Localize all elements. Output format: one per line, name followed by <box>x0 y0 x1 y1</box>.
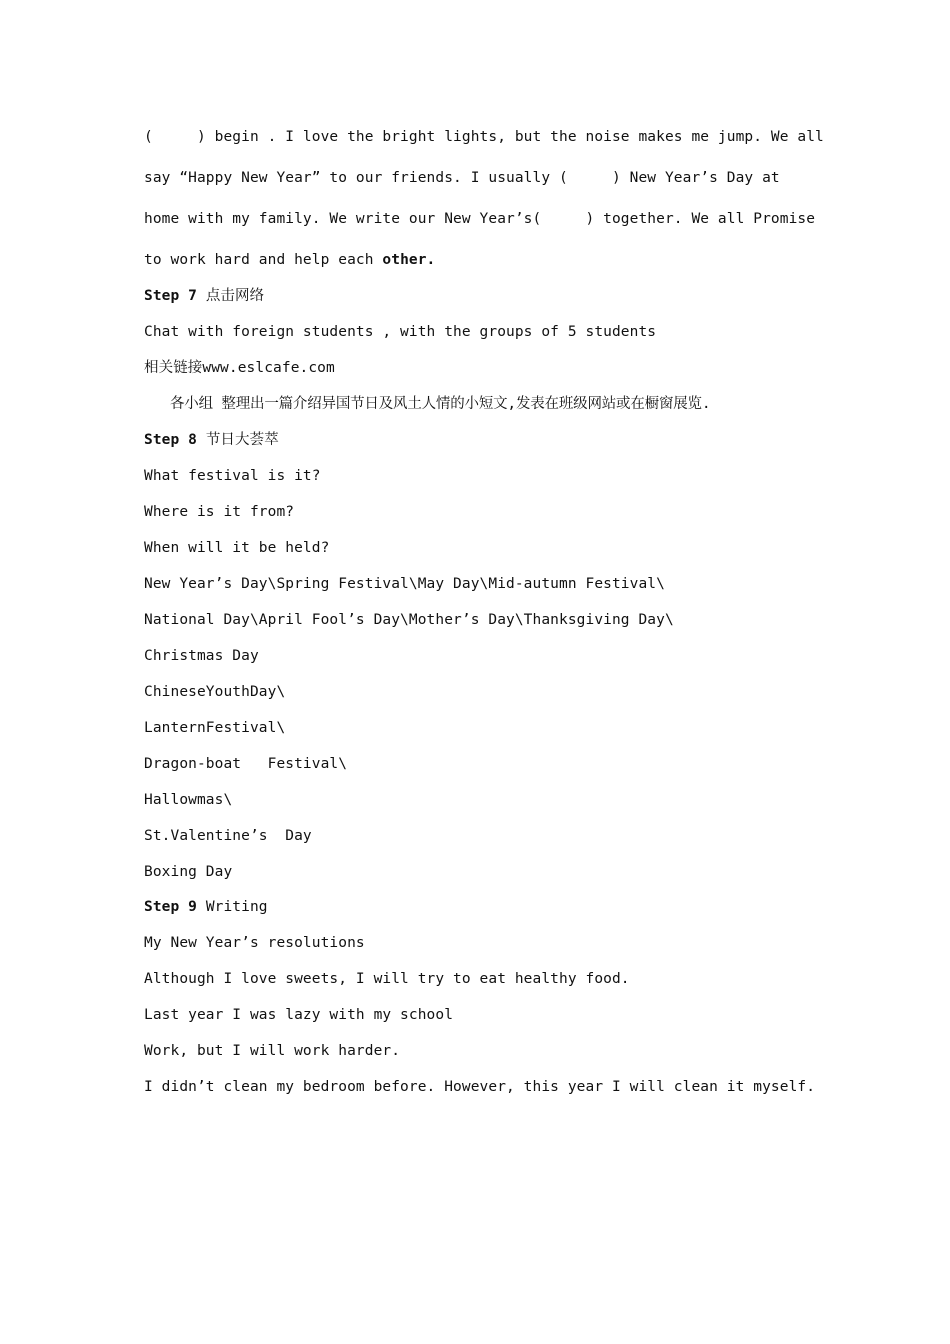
step9-label: Step 9 <box>144 899 197 915</box>
step8-line: Boxing Day <box>144 864 233 880</box>
step8-line: Hallowmas\ <box>144 792 233 808</box>
step7-label: Step 7 <box>144 288 197 304</box>
step7-chat: Chat with foreign students , with the groups of 5 students <box>144 324 657 340</box>
step9-heading <box>144 897 268 917</box>
step8-line: Where is it from? <box>144 504 295 520</box>
step9-title: Writing <box>196 899 268 915</box>
passage-line-2: say “Happy New Year” to our friends. I usually ( ) New Year’s Day at <box>144 170 780 186</box>
step9-line: Although I love sweets, I will try to eat healthy food. <box>144 971 630 987</box>
step8-title: 节日大荟萃 <box>196 432 279 448</box>
passage-line-3: home with my family. We write our New Year’s( ) together. We all Promise <box>144 211 816 227</box>
step8-line: LanternFestival\ <box>144 720 286 736</box>
step8-line: Christmas Day <box>144 648 259 664</box>
step9-line: Work, but I will work harder. <box>144 1043 401 1059</box>
passage-line-4-text: to work hard and help each <box>144 252 383 268</box>
step8-line: Dragon-boat Festival\ <box>144 756 348 772</box>
step9-line: Last year I was lazy with my school <box>144 1007 454 1023</box>
step8-heading <box>144 430 279 450</box>
passage-line-1: ( ) begin . I love the bright lights, but the noise makes me jump. We all <box>144 129 824 145</box>
step8-line: When will it be held? <box>144 540 330 556</box>
step9-line: My New Year’s resolutions <box>144 935 365 951</box>
step8-line: National Day\April Fool’s Day\Mother’s Day\Thanksgiving Day\ <box>144 612 674 628</box>
step8-line: New Year’s Day\Spring Festival\May Day\Mid-autumn Festival\ <box>144 576 665 592</box>
step8-line: What festival is it? <box>144 468 321 484</box>
step7-heading <box>144 286 264 306</box>
step7-link: 相关链接www.eslcafe.com <box>144 360 335 376</box>
step8-line: ChineseYouthDay\ <box>144 684 286 700</box>
step8-label: Step 8 <box>144 432 197 448</box>
step7-title: 点击网络 <box>196 288 265 304</box>
passage-line-4-bold: other. <box>382 252 436 268</box>
step8-line: St.Valentine’s Day <box>144 828 312 844</box>
step9-line: I didn’t clean my bedroom before. However, this year I will clean it myself. <box>144 1079 816 1095</box>
passage-line-4 <box>144 250 435 270</box>
step7-task: 各小组 整理出一篇介绍异国节日及风土人情的小短文,发表在班级网站或在橱窗展览. <box>170 396 711 412</box>
